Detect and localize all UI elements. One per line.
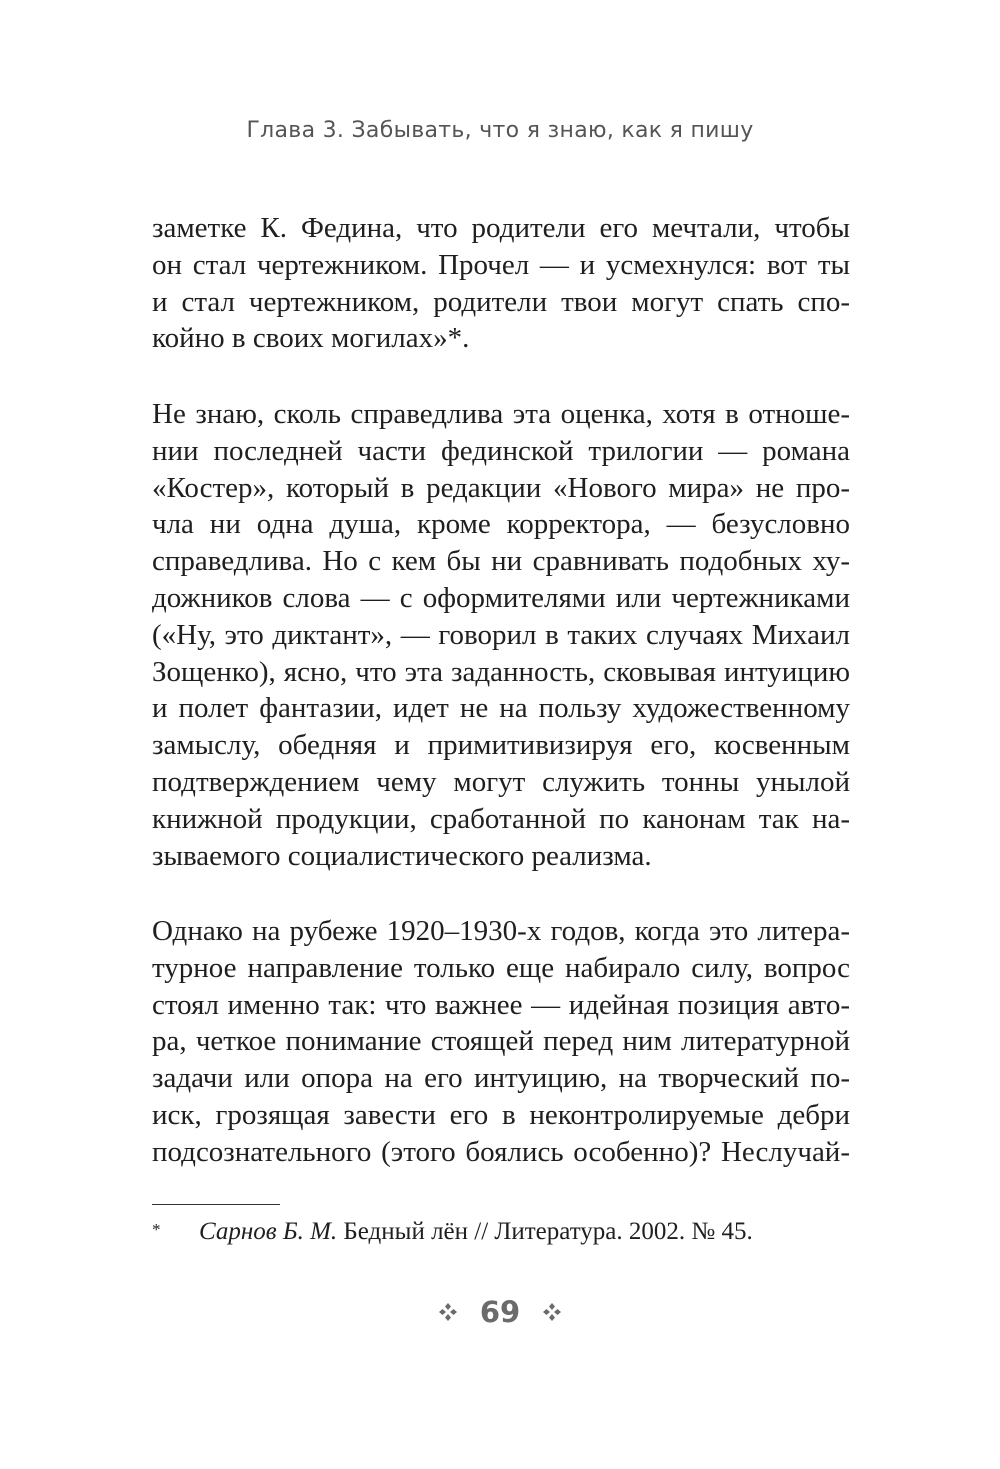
footnote-body: [199, 1216, 753, 1248]
four-diamond-ornament-icon: [542, 1302, 562, 1322]
text-line: Однако на рубеже 1920–1930-х годов, когда это литера-: [152, 915, 850, 947]
text-line: и стал чертежником, родители твои могут спать спо-: [152, 285, 850, 318]
text-line: справедлива. Но с кем бы ни сравнивать подобных ху-: [152, 545, 850, 578]
text-line: Зощенко), ясно, что эта заданность, сковывая интуицию: [152, 655, 850, 688]
text-line: чла ни одна душа, кроме корректора, — безусловно: [152, 508, 850, 541]
text-line: замыслу, обедняя и примитивизируя его, косвенным: [152, 729, 850, 762]
footnote-author: Сарнов Б. М.: [199, 1218, 338, 1245]
four-diamond-ornament-icon: [438, 1302, 458, 1322]
paragraph-3: [152, 913, 850, 1171]
text-line: стоял именно так: что важнее — идейная позиция авто-: [152, 988, 850, 1021]
text-line: иск, грозящая завести его в неконтролируемые дебри: [152, 1098, 850, 1131]
footnote-divider: [152, 1204, 280, 1205]
text-line: («Ну, это диктант», — говорил в таких случаях Михаил: [152, 618, 850, 651]
page-number: 69: [479, 1295, 521, 1329]
text-line: подтверждением чему могут служить тонны унылой: [152, 765, 850, 798]
footnote-text: Бедный лён // Литература. 2002. № 45.: [337, 1218, 753, 1245]
text-line: «Костер», который в редакции «Нового мира» не про-: [152, 471, 850, 504]
page-footer: [0, 1290, 1000, 1334]
text-line: нии последней части фединской трилогии — романа: [152, 434, 850, 467]
text-line: и полет фантазии, идет не на пользу художественному: [152, 692, 850, 725]
running-head: Глава 3. Забывать, что я знаю, как я пишу: [246, 118, 754, 143]
text-line: заметке К. Федина, что родители его мечтали, чтобы: [152, 212, 850, 244]
text-line: зываемого социалистического реализма.: [152, 839, 652, 872]
text-line: Не знаю, сколь справедлива эта оценка, хотя в отноше-: [152, 398, 850, 430]
text-line: дожников слова — с оформителями или чертежниками: [152, 581, 850, 614]
text-line: книжной продукции, сработанной по канонам так на-: [152, 802, 850, 835]
text-line: задачи или опора на его интуицию, на творческий по-: [152, 1062, 850, 1095]
text-line: подсознательного (этого боялись особенно)? Неслучай-: [152, 1135, 850, 1168]
footnote-mark: *: [152, 1220, 161, 1239]
paragraph-2: [152, 396, 850, 874]
text-line: он стал чертежником. Прочел — и усмехнулся: вот ты: [152, 248, 850, 281]
text-line: турное направление только еще набирало силу, вопрос: [152, 951, 850, 984]
text-line: ра, четкое понимание стоящей перед ним литературной: [152, 1025, 850, 1058]
text-line: койно в своих могилах»*.: [152, 322, 470, 355]
paragraph-1: [152, 210, 850, 357]
